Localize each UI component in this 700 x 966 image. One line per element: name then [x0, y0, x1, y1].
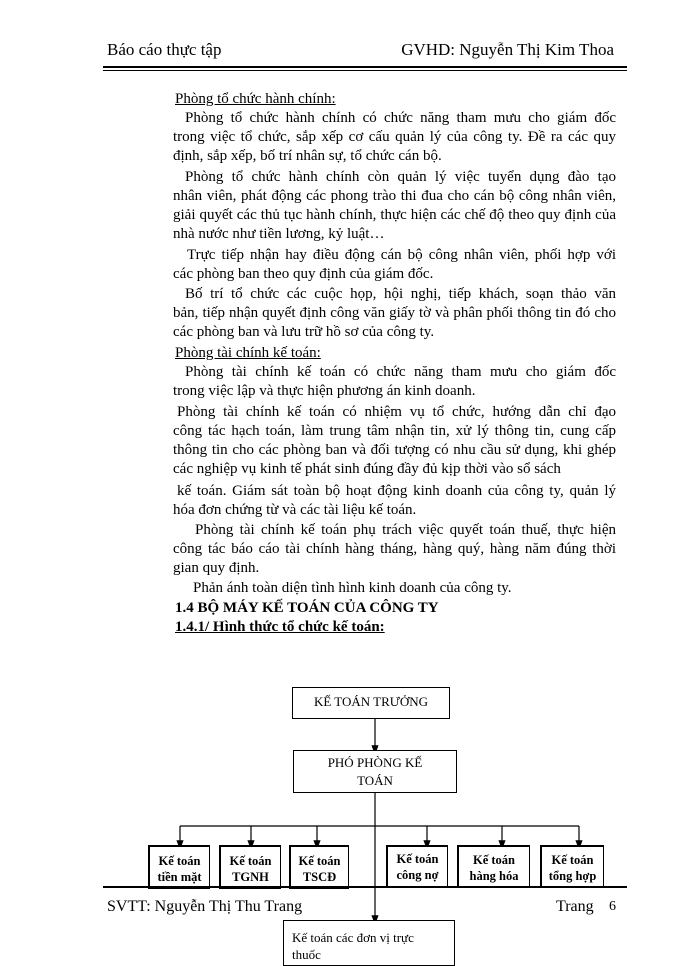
box-unit-line: Kế toán	[298, 854, 341, 868]
paragraph-line: bản, tiếp nhận quyết định công văn giấy tờ và phân phối thông tin đó cho	[173, 305, 616, 321]
box-unit-line: hàng hóa	[469, 869, 519, 883]
footer-page-number: 6	[609, 899, 616, 914]
paragraph-line: các phòng ban theo quy định của giám đốc.	[173, 266, 434, 282]
box-unit-line: Kế toán	[396, 852, 439, 866]
box-chief-label: KẾ TOÁN TRƯỞNG	[313, 694, 429, 709]
footer-page-label: Trang	[556, 898, 594, 915]
footer-student: SVTT: Nguyễn Thị Thu Trang	[107, 898, 303, 915]
header-right: GVHD: Nguyễn Thị Kim Thoa	[401, 40, 614, 59]
paragraph-line: Trực tiếp nhận hay điều động cán bộ công nhân viên, phối hợp với	[187, 247, 616, 263]
box-unit-line: tiền mặt	[157, 870, 202, 884]
paragraph-line: nhà nước như tiền lương, kỷ luật…	[173, 226, 385, 242]
section-title: 1.4 BỘ MÁY KẾ TOÁN CỦA CÔNG TY	[175, 600, 439, 616]
box-unit-line: TGNH	[232, 870, 269, 884]
paragraph-line: công tác hạch toán, làm trung tâm nhận tin, xử lý thông tin, cung cấp	[173, 423, 616, 439]
box-unit-line: Kế toán	[472, 853, 515, 867]
paragraph-line: Phòng tổ chức hành chính có chức năng tham mưu cho giám đốc	[185, 110, 616, 126]
box-unit-line: công nợ	[396, 868, 439, 882]
box-unit-line: TSCĐ	[302, 870, 337, 884]
box-deputy	[293, 750, 457, 793]
box-unit-cong-no	[386, 845, 448, 888]
box-unit-line: tổng hợp	[548, 869, 597, 883]
paragraph-line: nhân viên, phát động các phong trào thi đua cho cán bộ công nhân viên,	[173, 188, 616, 204]
footer-rule	[103, 886, 627, 888]
box-deputy-line: TOÁN	[357, 773, 393, 788]
heading-hanh-chinh: Phòng tổ chức hành chính:	[175, 91, 336, 107]
paragraph-line: Phòng tài chính kế toán có nhiệm vụ tổ chức, hướng dẫn chỉ đạo	[177, 404, 616, 420]
paragraph-line: gian quy định.	[173, 560, 260, 576]
box-unit-line: Kế toán	[229, 854, 272, 868]
header-left: Báo cáo thực tập	[107, 40, 222, 59]
paragraph-line: các phòng ban và lưu trữ hồ sơ của công ty.	[173, 324, 435, 340]
box-unit-tgnh	[219, 845, 281, 889]
box-branch-line: Kế toán các đơn vị trực	[292, 930, 414, 945]
paragraph-line: định, sắp xếp, bố trí nhân sự, tổ chức cán bộ.	[173, 148, 442, 164]
box-unit-hang-hoa	[457, 845, 530, 888]
paragraph-line: hóa đơn chứng từ và các tài liệu kế toán.	[173, 502, 417, 518]
paragraph-line: Bố trí tổ chức các cuộc họp, hội nghị, tiếp khách, soạn thảo văn	[185, 286, 616, 302]
paragraph-line: giải quyết các thủ tục hành chính, thực hiện các chế độ theo quy định của	[173, 207, 616, 223]
paragraph-line: kế toán. Giám sát toàn bộ hoạt động kinh doanh của công ty, quản lý	[177, 483, 616, 499]
paragraph-line: Phản ánh toàn diện tình hình kinh doanh của công ty.	[193, 580, 512, 596]
box-branch-units	[283, 920, 455, 966]
box-branch-line: thuốc	[292, 947, 321, 962]
subsection-title: 1.4.1/ Hình thức tổ chức kế toán:	[175, 619, 385, 635]
heading-tai-chinh: Phòng tài chính kế toán:	[175, 345, 321, 361]
box-unit-tong-hop	[540, 845, 604, 888]
paragraph-line: Phòng tổ chức hành chính còn quản lý việc tuyển dụng đào tạo	[185, 169, 616, 185]
box-deputy-line: PHÓ PHÒNG KẾ	[327, 755, 423, 770]
paragraph-line: công tác báo cáo tài chính hàng tháng, hàng quý, hàng năm đúng thời	[173, 541, 616, 557]
box-unit-tien-mat	[148, 845, 210, 889]
box-unit-tscd	[289, 845, 349, 889]
box-unit-line: Kế toán	[158, 854, 201, 868]
paragraph-line: Phòng tài chính kế toán phụ trách việc quyết toán thuế, thực hiện	[195, 522, 616, 538]
box-unit-line: Kế toán	[551, 853, 594, 867]
paragraph-line: thông tin cho các phòng ban và đối tượng có nhu cầu sử dụng, khi ghép	[173, 442, 616, 458]
paragraph-line: các nghiệp vụ kinh tế phát sinh đúng đầy đủ kịp thời vào sổ sách	[173, 461, 561, 477]
paragraph-line: trong việc lập và thực hiện phương án kinh doanh.	[173, 383, 476, 399]
paragraph-line: trong việc tổ chức, sắp xếp cơ cấu quản lý của công ty. Đề ra các quy	[173, 129, 616, 145]
paragraph-line: Phòng tài chính kế toán có chức năng tham mưu cho giám đốc	[185, 364, 616, 380]
box-chief-accountant	[292, 687, 450, 719]
